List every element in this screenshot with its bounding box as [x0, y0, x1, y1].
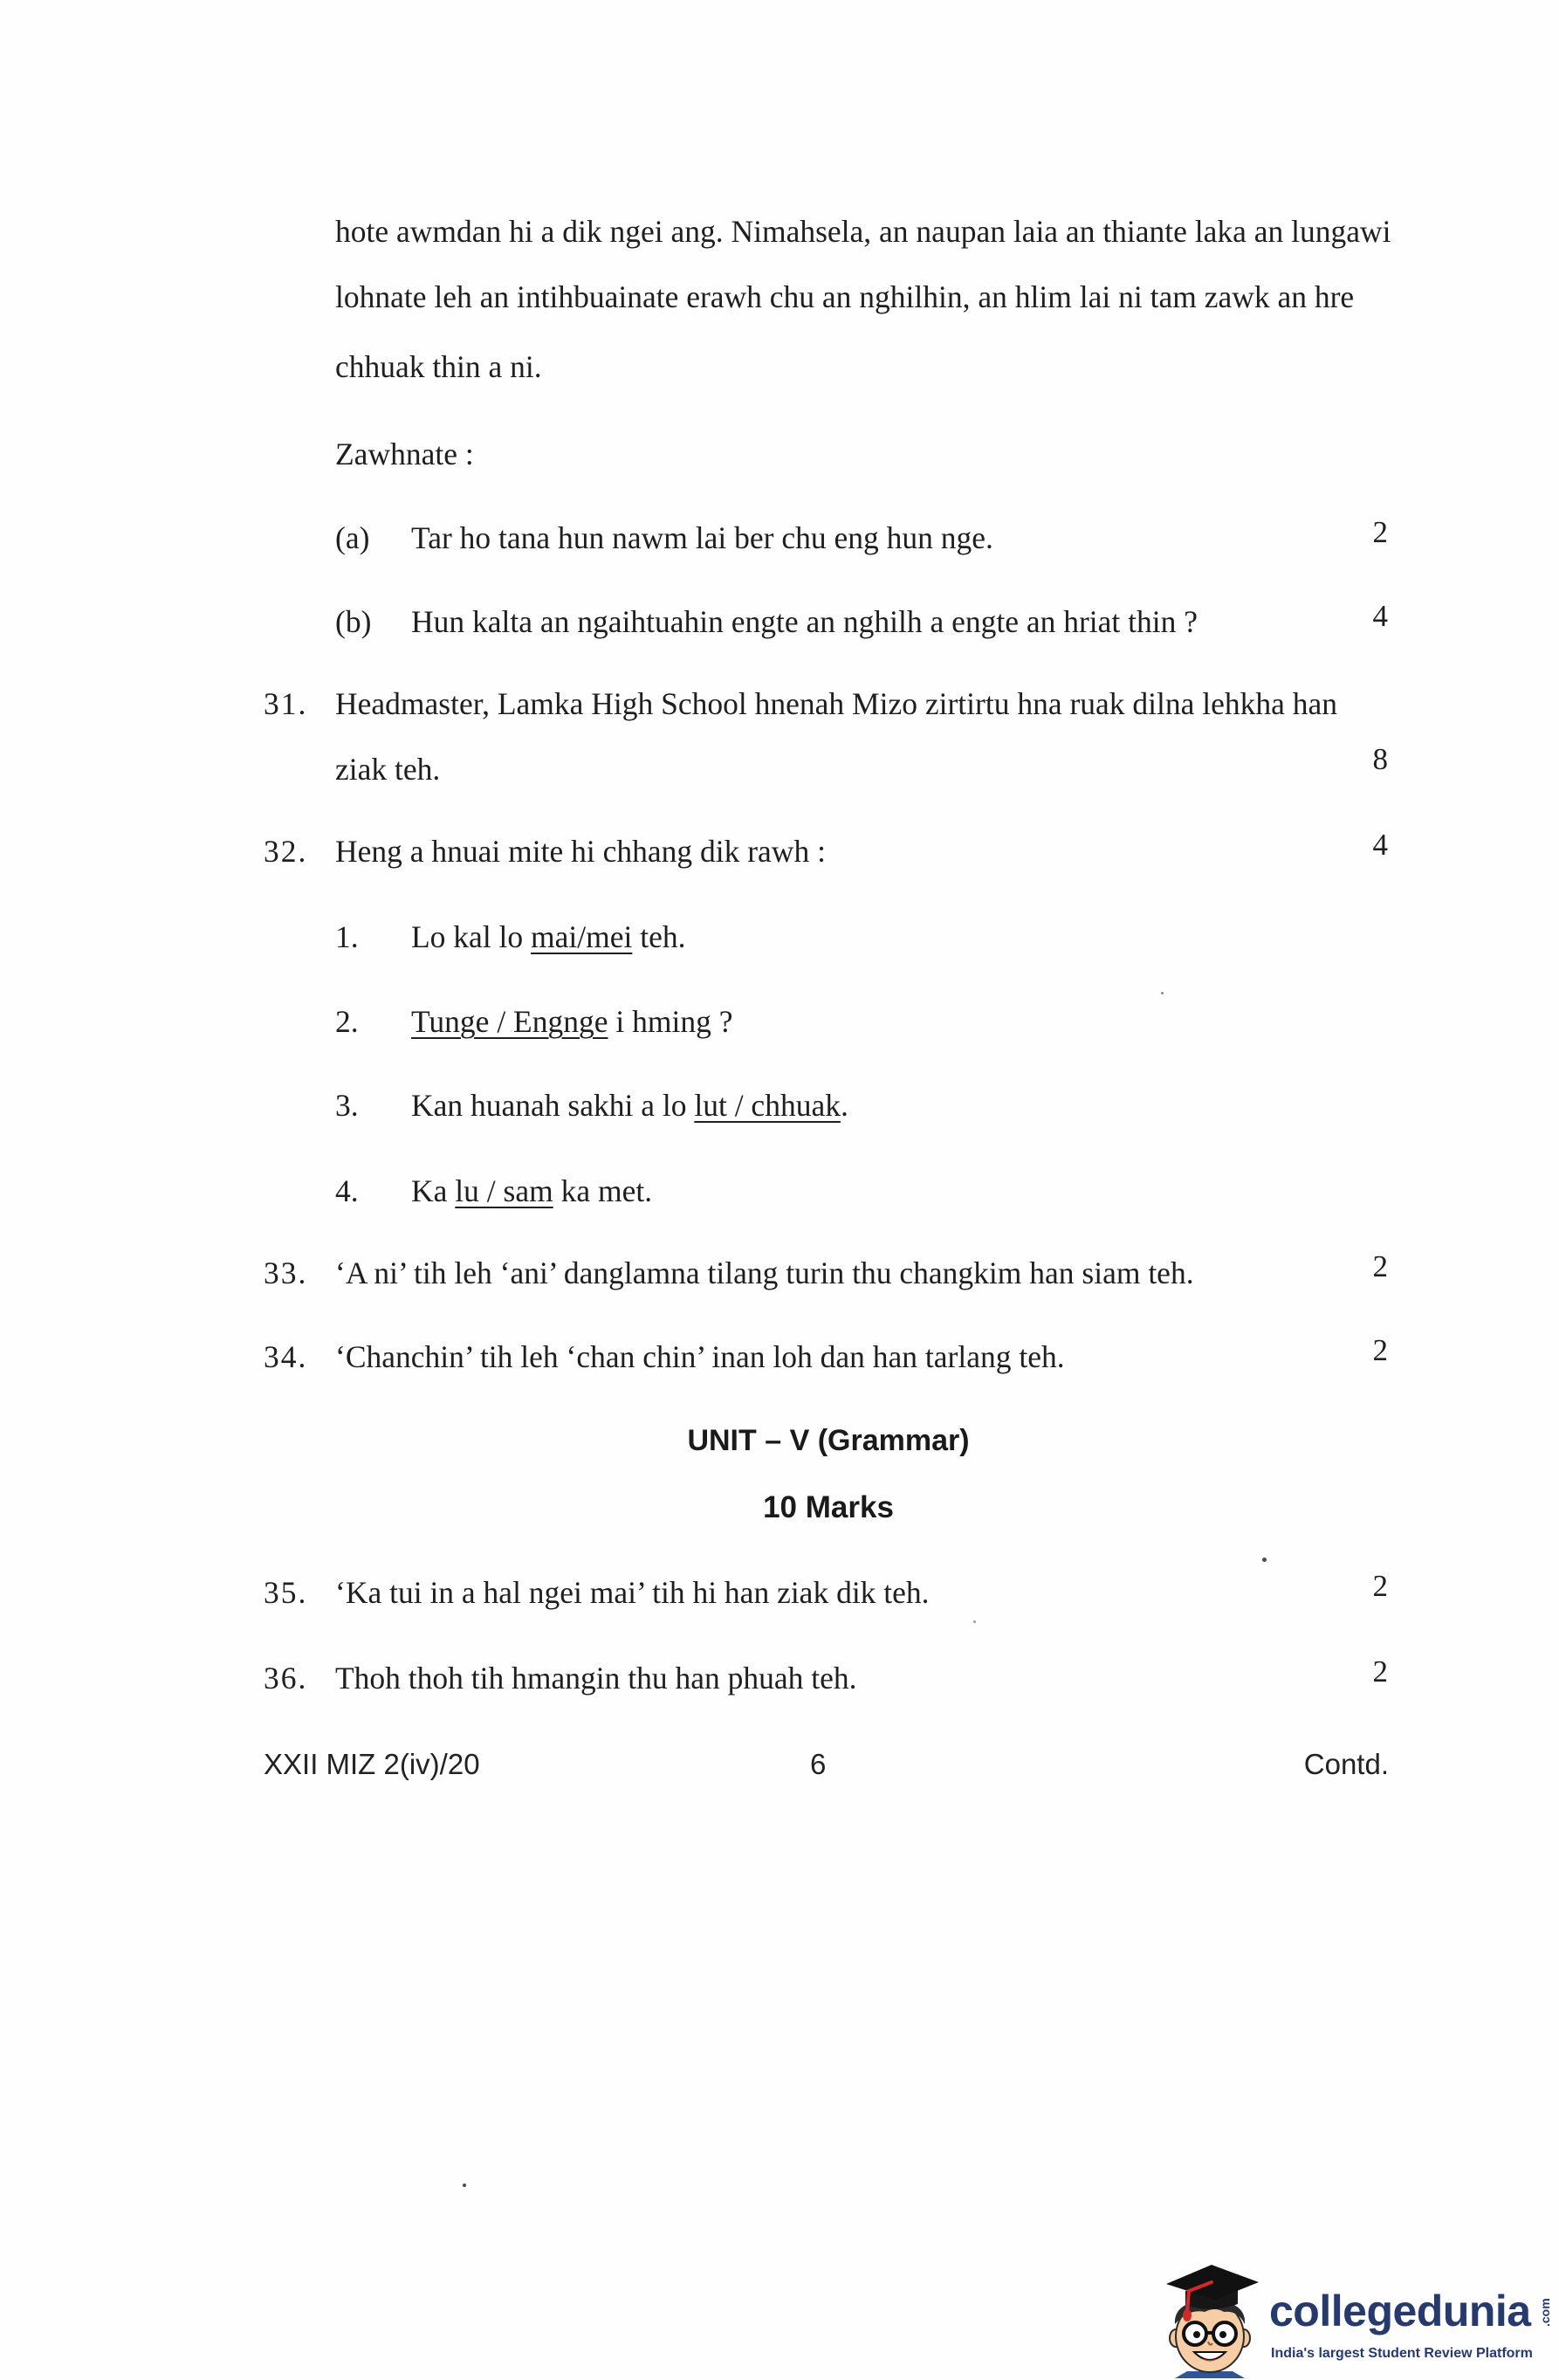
brand-tagline: India's largest Student Review Platform — [1271, 2346, 1533, 2361]
graduate-mascot-icon — [1154, 2256, 1267, 2378]
question-31-number: 31. — [264, 686, 308, 721]
question-32-item-3-number: 3. — [335, 1088, 359, 1123]
unit-marks: 10 Marks — [763, 1490, 894, 1524]
scan-speck — [1161, 992, 1164, 994]
question-32-item-4-number: 4. — [335, 1173, 359, 1208]
item-text-after: teh. — [632, 919, 686, 954]
question-36-number: 36. — [264, 1661, 308, 1696]
scan-speck — [1262, 1558, 1267, 1562]
question-34-marks: 2 — [1372, 1333, 1388, 1367]
question-31-marks: 8 — [1372, 742, 1388, 776]
question-33-text: ‘A ni’ tih leh ‘ani’ danglamna tilang turin thu changkim han siam teh. — [335, 1255, 1194, 1290]
question-32-marks: 4 — [1372, 828, 1388, 862]
unit-title: UNIT – V (Grammar) — [687, 1424, 970, 1457]
brand-wordmark: collegedunia — [1269, 2287, 1531, 2335]
item-text-before: Ka — [411, 1173, 456, 1208]
question-34-text: ‘Chanchin’ tih leh ‘chan chin’ inan loh dan han tarlang teh. — [335, 1339, 1065, 1374]
sub-question-b-text: Hun kalta an ngaihtuahin engte an nghilh a engte an hriat thin ? — [411, 604, 1198, 639]
question-36-text: Thoh thoh tih hmangin thu han phuah teh. — [335, 1661, 857, 1696]
question-32-item-4 — [411, 1172, 652, 1210]
question-32-item-3 — [411, 1086, 848, 1125]
question-32-item-1 — [411, 918, 686, 956]
sub-question-a-text: Tar ho tana hun nawm lai ber chu eng hun nge. — [411, 520, 993, 555]
page-number: 6 — [810, 1748, 827, 1780]
item-text-before: Kan huanah sakhi a lo — [411, 1088, 695, 1123]
item-text-after: . — [840, 1088, 848, 1123]
scan-speck — [973, 1620, 976, 1623]
question-34-number: 34. — [264, 1339, 308, 1374]
scan-speck — [463, 2184, 466, 2187]
passage-line-2: lohnate leh an intihbuainate erawh chu an nghilhin, an hlim lai ni tam zawk an hre — [335, 279, 1355, 314]
question-32-item-2 — [411, 1002, 732, 1041]
question-36-marks: 2 — [1372, 1654, 1388, 1689]
item-text-before: Lo kal lo — [411, 919, 532, 954]
question-32-item-2-number: 2. — [335, 1004, 359, 1039]
paper-code: XXII MIZ 2(iv)/20 — [264, 1748, 480, 1780]
item-underlined-choice: Tunge / Engnge — [411, 1004, 608, 1039]
questions-heading: Zawhnate : — [335, 437, 474, 471]
question-33-number: 33. — [264, 1255, 308, 1290]
brand-domain: .com — [1538, 2298, 1552, 2327]
question-31-line-1: Headmaster, Lamka High School hnenah Mizo zirtirtu hna ruak dilna lehkha han — [335, 686, 1338, 721]
item-underlined-choice: lut / chhuak — [694, 1088, 841, 1123]
question-32-text: Heng a hnuai mite hi chhang dik rawh : — [335, 834, 826, 869]
sub-question-a-marks: 2 — [1372, 515, 1388, 549]
question-33-marks: 2 — [1372, 1249, 1388, 1283]
sub-question-b-marks: 4 — [1372, 599, 1388, 633]
sub-question-a-label: (a) — [335, 520, 370, 555]
item-text-after: ka met. — [553, 1173, 653, 1208]
item-underlined-choice: mai/mei — [531, 919, 633, 954]
question-35-text: ‘Ka tui in a hal ngei mai’ tih hi han ziak dik teh. — [335, 1575, 930, 1610]
question-35-marks: 2 — [1372, 1569, 1388, 1603]
passage-line-3: chhuak thin a ni. — [335, 349, 542, 384]
question-31-line-2: ziak teh. — [335, 752, 441, 787]
question-35-number: 35. — [264, 1575, 308, 1610]
passage-line-1: hote awmdan hi a dik ngei ang. Nimahsela, an naupan laia an thiante laka an lungawi — [335, 214, 1391, 249]
question-32-item-1-number: 1. — [335, 919, 359, 954]
question-32-number: 32. — [264, 834, 308, 869]
continued-label: Contd. — [1303, 1748, 1389, 1780]
collegedunia-watermark — [1154, 2256, 1556, 2378]
item-text-after: i hming ? — [608, 1004, 733, 1039]
sub-question-b-label: (b) — [335, 604, 372, 639]
item-underlined-choice: lu / sam — [455, 1173, 553, 1208]
